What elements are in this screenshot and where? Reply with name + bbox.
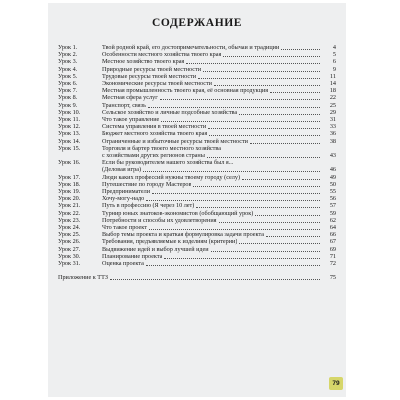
toc-entry-title: Местная сфера услуг <box>102 94 158 102</box>
toc-lesson-number: Урок 5. <box>58 72 78 80</box>
toc-entry-title: Предприниматели <box>102 188 151 196</box>
toc-row <box>58 253 336 260</box>
toc-entry-title: Оценка проекта <box>102 260 144 268</box>
toc-entry-title: Турнир юных знатоков-экономистов (обобщающий урок) <box>102 209 254 217</box>
toc-page-number: 69 <box>329 245 336 253</box>
toc-row <box>58 195 336 202</box>
toc-row <box>58 51 336 58</box>
dot-leader <box>148 102 320 108</box>
toc-lesson-number: Урок 31. <box>58 260 81 268</box>
dot-leader <box>160 94 320 100</box>
toc-lesson-number <box>58 152 102 159</box>
toc-lesson-number: Урок 13. <box>58 130 81 138</box>
toc-lesson-number <box>58 166 102 173</box>
toc-page-number: 59 <box>329 209 336 217</box>
toc-page-number: 9 <box>332 65 336 73</box>
dot-leader <box>239 238 320 244</box>
toc-lesson-number: Урок 19. <box>58 188 81 196</box>
dot-leader <box>208 123 320 129</box>
table-of-contents <box>58 44 336 282</box>
toc-entry-title: Если бы руководителем нашего хозяйства был я... <box>102 159 234 167</box>
toc-lesson-number: Урок 6. <box>58 80 78 88</box>
toc-row <box>58 202 336 209</box>
toc-page-number: 50 <box>329 180 336 188</box>
toc-entry-title: Система управления в твоей местности <box>102 123 207 131</box>
toc-lesson-number: Урок 4. <box>58 65 78 73</box>
toc-page-number: 6 <box>332 58 336 66</box>
toc-row <box>58 102 336 109</box>
dot-leader <box>193 181 320 187</box>
toc-page-number: 64 <box>329 224 336 232</box>
toc-entry-title: Сельское хозяйство и личные подсобные хозяйства <box>102 108 238 116</box>
toc-entry-title: (Деловая игра) <box>102 166 142 174</box>
toc-row <box>58 116 336 123</box>
toc-lesson-number: Урок 24. <box>58 224 81 232</box>
toc-entry-title: Хочу-могу-надо <box>102 195 145 203</box>
toc-page-number: 4 <box>332 44 336 51</box>
dot-leader <box>146 195 320 201</box>
dot-leader <box>186 58 320 64</box>
toc-page-number <box>322 159 336 166</box>
dot-leader <box>207 152 320 158</box>
toc-lesson-number: Урок 11. <box>58 116 81 124</box>
toc-page-number: 72 <box>329 260 336 268</box>
toc-lesson-number: Урок 20. <box>58 195 81 203</box>
toc-row <box>58 246 336 253</box>
dot-leader <box>211 246 320 252</box>
dot-leader <box>203 66 320 72</box>
toc-page-number: 62 <box>329 216 336 224</box>
toc-page-number: 18 <box>329 87 336 95</box>
toc-entry-title: Путь в профессию (Я через 10 лет) <box>102 202 195 210</box>
dot-leader <box>198 73 320 79</box>
toc-page-number: 22 <box>329 94 336 102</box>
toc-entry-title: Требования, предъявляемые к изделиям (критерии) <box>102 238 238 246</box>
toc-page-number: 36 <box>329 130 336 138</box>
toc-entry-title: Что такое проект <box>102 224 147 232</box>
toc-lesson-number: Урок 9. <box>58 101 78 109</box>
toc-entry-title: Трудовые ресурсы твоей местности <box>102 72 197 80</box>
dot-leader <box>255 210 320 216</box>
dot-leader <box>149 224 320 230</box>
dot-leader <box>281 44 320 50</box>
dot-leader <box>161 116 320 122</box>
dot-leader <box>242 174 320 180</box>
toc-entry-title: Природные ресурсы твоей местности <box>102 65 202 73</box>
toc-entry-title: с хозяйствами других регионов страны <box>102 152 205 160</box>
toc-row <box>58 73 336 80</box>
toc-entry-title: Местное хозяйство твоего края <box>102 58 185 66</box>
toc-page-number: 29 <box>329 108 336 116</box>
toc-entry-title: Люди каких профессий нужны твоему городу (селу) <box>102 173 241 181</box>
toc-row <box>58 159 336 166</box>
toc-row <box>58 94 336 101</box>
toc-entry-title: Выбор темы проекта и краткая формулировка задачи проекта <box>102 231 264 239</box>
dot-leader <box>164 253 320 259</box>
toc-lesson-number: Урок 7. <box>58 87 78 95</box>
toc-appendix-row <box>58 274 336 281</box>
toc-lesson-number: Урок 23. <box>58 216 81 224</box>
toc-lesson-number: Урок 15. <box>58 144 81 152</box>
toc-row <box>58 109 336 116</box>
toc-entry-title: Ограниченные и избыточные ресурсы твоей местности <box>102 137 248 145</box>
dot-leader <box>239 109 320 115</box>
toc-entry-title: Экономические ресурсы твоей местности <box>102 80 212 88</box>
toc-page-number: 11 <box>330 72 336 80</box>
toc-page-number: 46 <box>329 166 336 174</box>
toc-row <box>58 66 336 73</box>
toc-row <box>58 138 336 145</box>
toc-row <box>58 58 336 65</box>
page-number-badge: 79 <box>329 377 343 390</box>
toc-row <box>58 130 336 137</box>
toc-page-number <box>322 145 336 152</box>
toc-lesson-number: Урок 10. <box>58 108 81 116</box>
toc-row <box>58 217 336 224</box>
dot-leader <box>152 188 320 194</box>
toc-page-number: 25 <box>329 101 336 109</box>
toc-page-number: 66 <box>329 231 336 239</box>
toc-page-number: 71 <box>329 252 336 260</box>
toc-lesson-number: Урок 8. <box>58 94 78 102</box>
toc-row <box>58 123 336 130</box>
toc-page-number: 75 <box>329 274 336 282</box>
toc-entry-title: Местная промышленность твоего края, её основная продукция <box>102 87 269 95</box>
dot-leader <box>223 51 320 57</box>
page-title: СОДЕРЖАНИЕ <box>151 17 243 29</box>
toc-page-number: 14 <box>329 80 336 88</box>
toc-lesson-number: Урок 26. <box>58 238 81 246</box>
toc-lesson-number: Урок 22. <box>58 209 81 217</box>
toc-page-number: 57 <box>329 202 336 210</box>
toc-entry-title: Особенности местного хозяйства твоего края <box>102 51 222 59</box>
toc-lesson-number: Урок 14. <box>58 137 81 145</box>
toc-entry-title: Планирование проекта <box>102 252 163 260</box>
toc-lesson-number: Урок 1. <box>58 44 78 51</box>
toc-lesson-number: Урок 3. <box>58 58 78 66</box>
toc-row <box>58 238 336 245</box>
dot-leader <box>110 274 320 280</box>
toc-entry-title: Транспорт, связь <box>102 101 146 109</box>
toc-row <box>58 188 336 195</box>
toc-entry-title: Выдвижение идей и выбор лучшей идеи <box>102 245 209 253</box>
toc-entry-title: Приложение к ТТЗ <box>58 274 108 282</box>
toc-page-number: 67 <box>329 238 336 246</box>
dot-leader <box>143 166 320 172</box>
toc-page-number: 43 <box>329 152 336 160</box>
book-page <box>48 3 346 397</box>
toc-lesson-number: Урок 12. <box>58 123 81 131</box>
toc-row <box>58 181 336 188</box>
dot-leader <box>250 138 320 144</box>
toc-entry-title: Бюджет местного хозяйства твоего края <box>102 130 208 138</box>
dot-leader <box>219 217 320 223</box>
toc-entry-title: Торговля и бартер твоего местного хозяйства <box>102 144 221 152</box>
toc-page-number: 38 <box>329 137 336 145</box>
toc-lesson-number: Урок 18. <box>58 180 81 188</box>
toc-lesson-number: Урок 16. <box>58 159 81 167</box>
dot-leader <box>266 231 320 237</box>
toc-lesson-number: Урок 17. <box>58 173 81 181</box>
toc-row <box>58 145 336 152</box>
toc-entry-title: Что такое управление <box>102 116 160 124</box>
toc-lesson-number: Урок 21. <box>58 202 81 210</box>
toc-page-number: 33 <box>329 123 336 131</box>
toc-lesson-number: Урок 2. <box>58 51 78 59</box>
toc-page-number: 49 <box>329 173 336 181</box>
dot-leader <box>214 80 320 86</box>
dot-leader <box>270 87 320 93</box>
toc-page-number: 31 <box>329 116 336 124</box>
toc-entry-title: Путешествие по городу Мастеров <box>102 180 192 188</box>
toc-row <box>58 224 336 231</box>
toc-row <box>58 260 336 267</box>
toc-row <box>58 87 336 94</box>
toc-row <box>58 174 336 181</box>
toc-row <box>58 231 336 238</box>
toc-lesson-number: Урок 30. <box>58 252 81 260</box>
toc-page-number: 56 <box>329 195 336 203</box>
toc-row <box>58 210 336 217</box>
toc-row <box>58 152 336 159</box>
toc-row <box>58 166 336 173</box>
toc-entry-title: Твой родной край, его достопримечательности, обычаи и традиции <box>102 44 280 51</box>
toc-page-number: 55 <box>329 188 336 196</box>
toc-page-number: 5 <box>332 51 336 59</box>
dot-leader <box>146 260 320 266</box>
toc-row <box>58 80 336 87</box>
dot-leader <box>196 202 320 208</box>
toc-entry-title: Потребности и способы их удовлетворения <box>102 216 217 224</box>
toc-row <box>58 44 336 51</box>
toc-lesson-number: Урок 25. <box>58 231 81 239</box>
toc-lesson-number: Урок 27. <box>58 245 81 253</box>
dot-leader <box>209 130 320 136</box>
